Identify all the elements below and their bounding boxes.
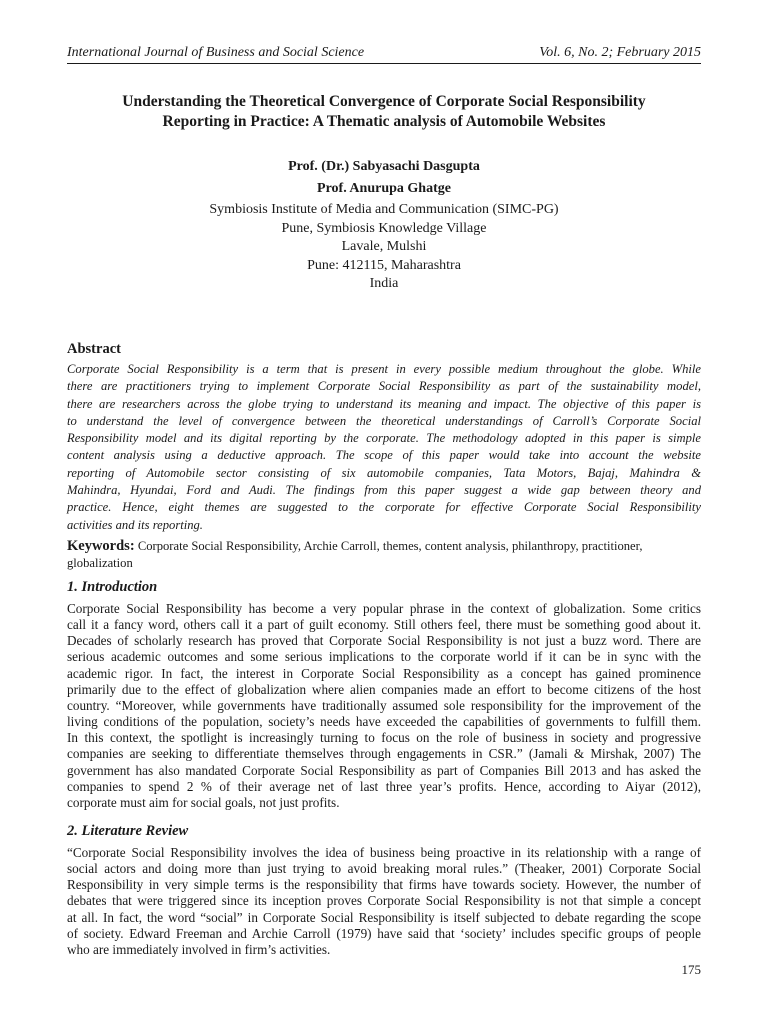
affiliation-line: Pune: 412115, Maharashtra xyxy=(307,257,461,273)
abstract-line: Responsibility model and its digital reporting by the corporate. The methodology adopted in this paper is simple xyxy=(67,431,701,446)
abstract-line: reporting of Automobile sector consisting of six automobile companies, Tata Motors, Bajaj, Mahindra & xyxy=(67,465,701,480)
body-line: “Corporate Social Responsibility involves the idea of business being proactive in its relationship with a range of xyxy=(67,845,701,860)
body-line: primarily due to the effect of globalization where alien companies made an effort to become citizens of the host xyxy=(67,681,701,697)
issue-info: Vol. 6, No. 2; February 2015 xyxy=(539,45,701,60)
author-list xyxy=(67,156,701,200)
abstract-line: Mahindra, Hyundai, Ford and Audi. The findings from this paper suggest a wide gap between theory and xyxy=(67,483,701,498)
body-line: In this context, the spotlight is increasingly turning to focus on the role of business in society and progressive xyxy=(67,730,701,746)
body-line: country. “Moreover, while governments have traditionally assumed sole responsibility for the improvement of the xyxy=(67,697,701,713)
literature-review-text xyxy=(67,845,701,958)
keywords-list-continued: globalization xyxy=(67,555,133,570)
affiliation-line: Symbiosis Institute of Media and Communication (SIMC-PG) xyxy=(209,202,559,217)
body-line: Corporate Social Responsibility has become a very popular phrase in the context of globalization. Some critics xyxy=(67,601,701,616)
author-name: Prof. (Dr.) Sabyasachi Dasgupta xyxy=(288,159,480,174)
running-header xyxy=(67,44,701,62)
body-line: academic rigor. In fact, the interest in Corporate Social Responsibility as a concept has gained prominence xyxy=(67,665,701,681)
body-line: who are immediately involved in firm’s activities. xyxy=(67,941,331,957)
abstract-text xyxy=(67,361,701,534)
affiliation-line: India xyxy=(369,276,399,291)
body-line: Decades of scholarly research has proved that Corporate Social Responsibility is not just a buzz word. There are xyxy=(67,633,701,649)
header-divider xyxy=(67,63,701,64)
abstract-line: content analysis using a deductive approach. The scope of this paper would take into account the website xyxy=(67,448,701,463)
affiliation xyxy=(67,201,701,294)
introduction-text xyxy=(67,601,701,811)
body-line: government has also mandated Corporate Social Responsibility as part of Companies Bill 2013 and has asked the xyxy=(67,762,701,778)
abstract-line: Corporate Social Responsibility is a term that is present in every possible medium throughout the globe. While xyxy=(67,362,701,376)
literature-review-heading: 2. Literature Review xyxy=(67,823,189,839)
body-line: serious academic outcomes and some serious implications to the corporate world if it can be in sync with the xyxy=(67,649,701,665)
page-number: 175 xyxy=(681,962,701,977)
keywords-label: Keywords: xyxy=(67,538,135,554)
body-line: companies to spend 2 % of their average net of last three year’s profits. Hence, according to Aiyar (2012), xyxy=(67,778,701,794)
abstract-line: there are researchers across the globe trying to understand its meaning and impact. The objective of this paper is xyxy=(67,396,701,411)
body-line: call it a fancy word, others call it a part of guilt economy. Still others feel, there must be something good about it. xyxy=(67,617,701,633)
keywords-list: Corporate Social Responsibility, Archie Carroll, themes, content analysis, philanthropy, practitioner, xyxy=(134,539,643,553)
abstract-line: there are practitioners trying to implement Corporate Social Responsibility as part of the sustainability model, xyxy=(67,379,701,394)
keywords xyxy=(67,538,701,571)
body-line: at all. In fact, the word “social” in Corporate Social Responsibility is itself subjected to debate regarding the scope xyxy=(67,909,701,925)
author-name: Prof. Anurupa Ghatge xyxy=(317,181,451,196)
affiliation-line: Pune, Symbiosis Knowledge Village xyxy=(281,220,487,236)
affiliation-line: Lavale, Mulshi xyxy=(341,239,427,254)
body-line: living conditions of the population, society’s needs have exceeded the capabilities of governments to fulfill them. xyxy=(67,714,701,730)
journal-name: International Journal of Business and Social Science xyxy=(67,45,365,60)
body-line: Responsibility in very simple terms is the responsibility that firms have towards society. However, the number of xyxy=(67,877,701,893)
abstract-line: to understand the level of convergence between the theoretical understandings of Carroll’s Corporate Social xyxy=(67,413,701,428)
body-line: social actors and doing more than just trying to avoid breaking moral rules.” (Theaker, 2001) Corporate Social xyxy=(67,861,701,877)
body-line: corporate must aim for social goals, not just profits. xyxy=(67,794,340,810)
abstract-line: activities and its reporting. xyxy=(67,517,203,532)
body-line: debates that were triggered since its inception proves Corporate Social Responsibility is not that simple a concept xyxy=(67,893,701,909)
paper-title xyxy=(67,92,701,132)
title-line: Understanding the Theoretical Convergence of Corporate Social Responsibility xyxy=(122,93,646,110)
title-line: Reporting in Practice: A Thematic analysis of Automobile Websites xyxy=(162,113,606,130)
body-line: of society. Edward Freeman and Archie Carroll (1979) have said that ‘society’ includes specific groups of people xyxy=(67,925,701,941)
abstract-heading: Abstract xyxy=(67,341,121,357)
body-line: companies are seeking to differentiate themselves through engagements in CSR.” (Jamali & Mirshak, 2007) The xyxy=(67,746,701,762)
introduction-heading: 1. Introduction xyxy=(67,579,158,595)
abstract-line: practice. Hence, eight themes are suggested to the corporate for effective Corporate Social Responsibility xyxy=(67,500,701,515)
